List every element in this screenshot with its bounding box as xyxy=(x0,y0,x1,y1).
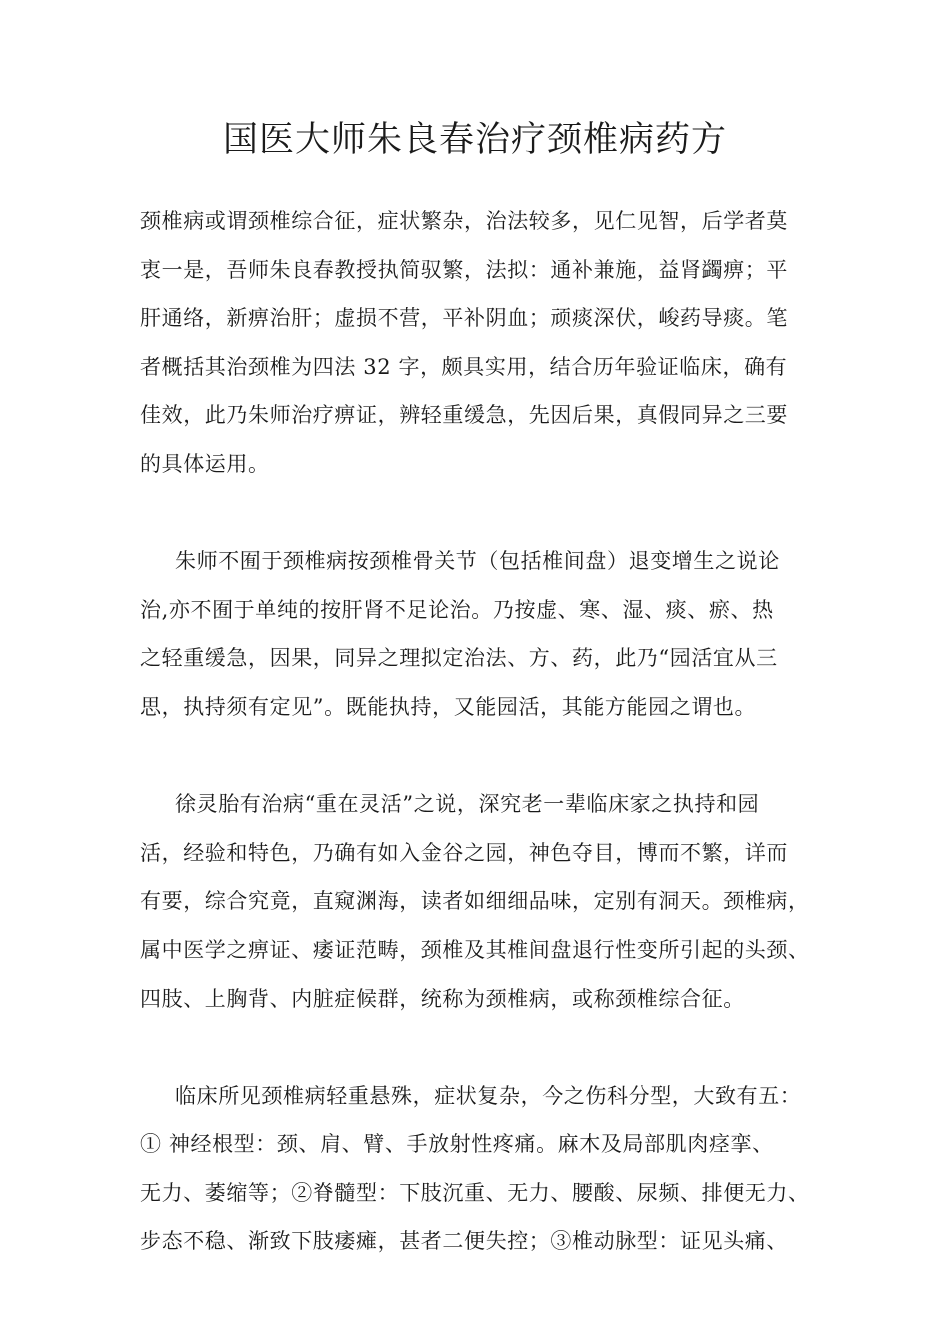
paragraph-2 xyxy=(140,537,830,731)
paragraph-line: 步态不稳、渐致下肢痿瘫，甚者二便失控；③椎动脉型：证见头痛、 xyxy=(140,1229,788,1254)
paragraph-line: 无力、萎缩等；②脊髓型：下肢沉重、无力、腰酸、尿频、排便无力、 xyxy=(140,1180,810,1205)
paragraph-line: 有要，综合究竟，直窥渊海，读者如细细品味，定别有洞天。颈椎病， xyxy=(140,889,810,914)
paragraph-line: 徐灵胎有治病“重在灵活”之说，深究老一辈临床家之执持和园 xyxy=(175,792,760,817)
paragraph-1 xyxy=(140,197,830,489)
paragraph-spacer xyxy=(140,732,830,781)
paragraph-4 xyxy=(140,1072,830,1266)
paragraph-line: 者概括其治颈椎为四法 32 字，颇具实用，结合历年验证临床，确有 xyxy=(140,354,788,379)
paragraph-line: 肝通络，新痹治肝；虚损不营，平补阴血；顽痰深伏，峻药导痰。笔 xyxy=(140,306,788,331)
paragraph-line: 思，执持须有定见”。既能执持，又能园活，其能方能园之谓也。 xyxy=(140,694,757,719)
paragraph-line: ① 神经根型：颈、肩、臂、手放射性疼痛。麻木及局部肌肉痉挛、 xyxy=(140,1132,774,1157)
paragraph-line: 活，经验和特色，乃确有如入金谷之园，神色夺目，博而不繁，详而 xyxy=(140,840,788,865)
paragraph-line: 朱师不囿于颈椎病按颈椎骨关节（包括椎间盘）退变增生之说论 xyxy=(175,549,780,574)
paragraph-line: 治,亦不囿于单纯的按肝肾不足论治。乃按虚、寒、湿、痰、瘀、热 xyxy=(140,597,774,622)
document-body xyxy=(140,197,830,1266)
paragraph-line: 衷一是，吾师朱良春教授执简驭繁，法拟：通补兼施，益肾蠲痹；平 xyxy=(140,257,788,282)
paragraph-line: 之轻重缓急，因果，同异之理拟定治法、方、药，此乃“园活宜从三 xyxy=(140,646,778,671)
paragraph-line: 的具体运用。 xyxy=(140,451,270,476)
paragraph-line: 四肢、上胸背、内脏症候群，统称为颈椎病，或称颈椎综合征。 xyxy=(140,986,745,1011)
paragraph-spacer xyxy=(140,1023,830,1072)
paragraph-spacer xyxy=(140,489,830,538)
paragraph-line: 颈椎病或谓颈椎综合征，症状繁杂，治法较多，见仁见智，后学者莫 xyxy=(140,209,788,233)
paragraph-line: 佳效，此乃朱师治疗痹证，辨轻重缓急，先因后果，真假同异之三要 xyxy=(140,403,788,428)
document-title: 国医大师朱良春治疗颈椎病药方 xyxy=(222,120,727,160)
paragraph-line: 属中医学之痹证、痿证范畴，颈椎及其椎间盘退行性变所引起的头颈、 xyxy=(140,937,810,962)
paragraph-3 xyxy=(140,780,830,1023)
paragraph-line: 临床所见颈椎病轻重悬殊，症状复杂，今之伤科分型，大致有五： xyxy=(175,1083,802,1108)
